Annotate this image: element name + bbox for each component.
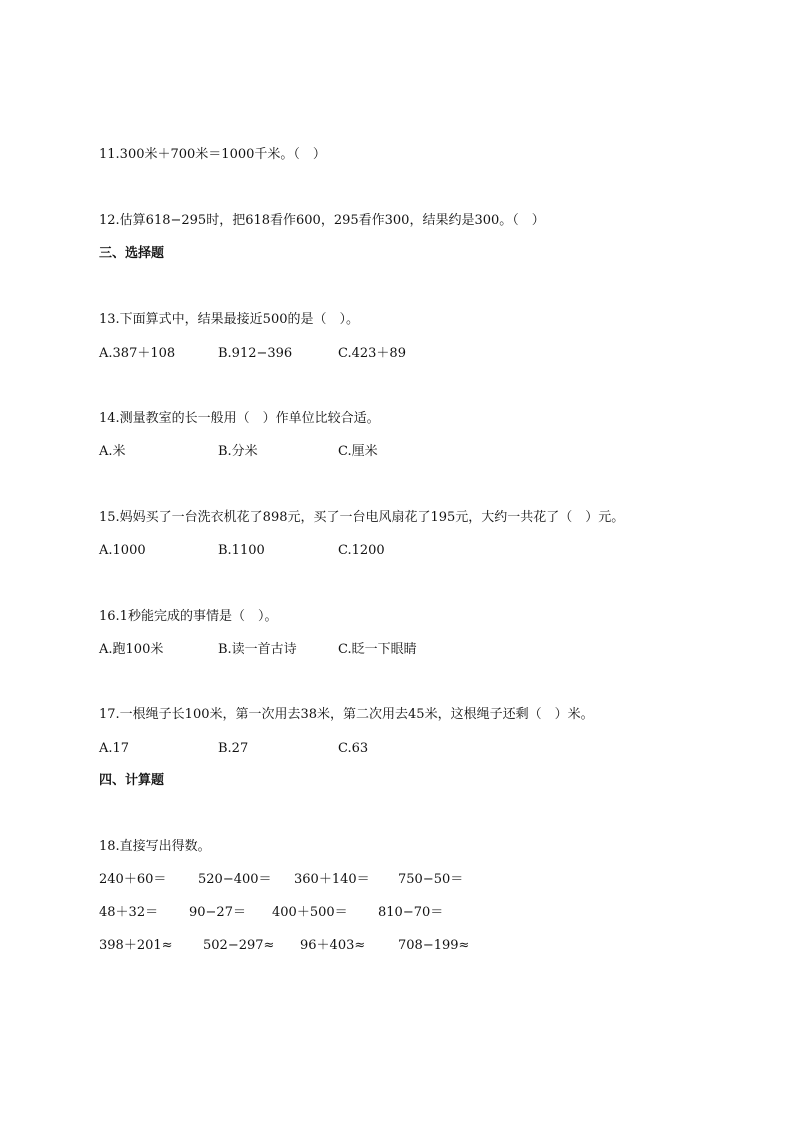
calc-item: 810−70＝ <box>378 905 444 920</box>
calc-item: 398＋201≈ <box>99 938 173 953</box>
question-11: 11.300米＋700米＝1000千米。（ ） <box>99 147 326 162</box>
calc-row-3 <box>99 938 699 954</box>
option-b: B.读一首古诗 <box>218 642 297 657</box>
option-c: C.423＋89 <box>338 346 406 361</box>
option-a: A.跑100米 <box>99 642 164 657</box>
section-heading-calculation: 四、计算题 <box>99 773 165 788</box>
option-a: A.1000 <box>99 543 146 558</box>
option-b: B.分米 <box>218 444 258 459</box>
option-b: B.912−396 <box>218 346 293 361</box>
question-18-stem: 18.直接写出得数。 <box>99 839 211 854</box>
question-15-options <box>99 543 699 559</box>
question-15-stem: 15.妈妈买了一台洗衣机花了898元，买了一台电风扇花了195元，大约一共花了（ ）元。 <box>99 510 625 525</box>
calc-item: 90−27＝ <box>189 905 246 920</box>
question-12: 12.估算618−295时，把618看作600，295看作300，结果约是300。（ ） <box>99 213 545 228</box>
calc-row-1 <box>99 872 699 888</box>
calc-item: 48＋32＝ <box>99 905 159 920</box>
question-16-stem: 16.1秒能完成的事情是（ ）。 <box>99 609 278 624</box>
option-a: A.米 <box>99 444 126 459</box>
question-13-options <box>99 346 699 362</box>
calc-item: 708−199≈ <box>398 938 470 953</box>
option-c: C.眨一下眼睛 <box>338 642 417 657</box>
question-16-options <box>99 642 699 658</box>
option-a: A.17 <box>99 741 130 756</box>
calc-item: 400＋500＝ <box>272 905 348 920</box>
option-c: C.厘米 <box>338 444 378 459</box>
option-b: B.27 <box>218 741 249 756</box>
calc-item: 96＋403≈ <box>300 938 366 953</box>
question-13-stem: 13.下面算式中，结果最接近500的是（ ）。 <box>99 312 359 327</box>
calc-row-2 <box>99 905 699 921</box>
option-c: C.1200 <box>338 543 385 558</box>
calc-item: 360＋140＝ <box>294 872 370 887</box>
option-b: B.1100 <box>218 543 265 558</box>
question-14-stem: 14.测量教室的长一般用（ ）作单位比较合适。 <box>99 411 380 426</box>
calc-item: 240＋60＝ <box>99 872 167 887</box>
section-heading-choice: 三、选择题 <box>99 246 165 261</box>
option-c: C.63 <box>338 741 369 756</box>
question-17-options <box>99 741 699 757</box>
calc-item: 520−400＝ <box>198 872 272 887</box>
question-14-options <box>99 444 699 460</box>
question-17-stem: 17.一根绳子长100米，第一次用去38米，第二次用去45米，这根绳子还剩（ ）米。 <box>99 707 594 722</box>
option-a: A.387＋108 <box>99 346 176 361</box>
calc-item: 502−297≈ <box>203 938 275 953</box>
calc-item: 750−50＝ <box>398 872 464 887</box>
